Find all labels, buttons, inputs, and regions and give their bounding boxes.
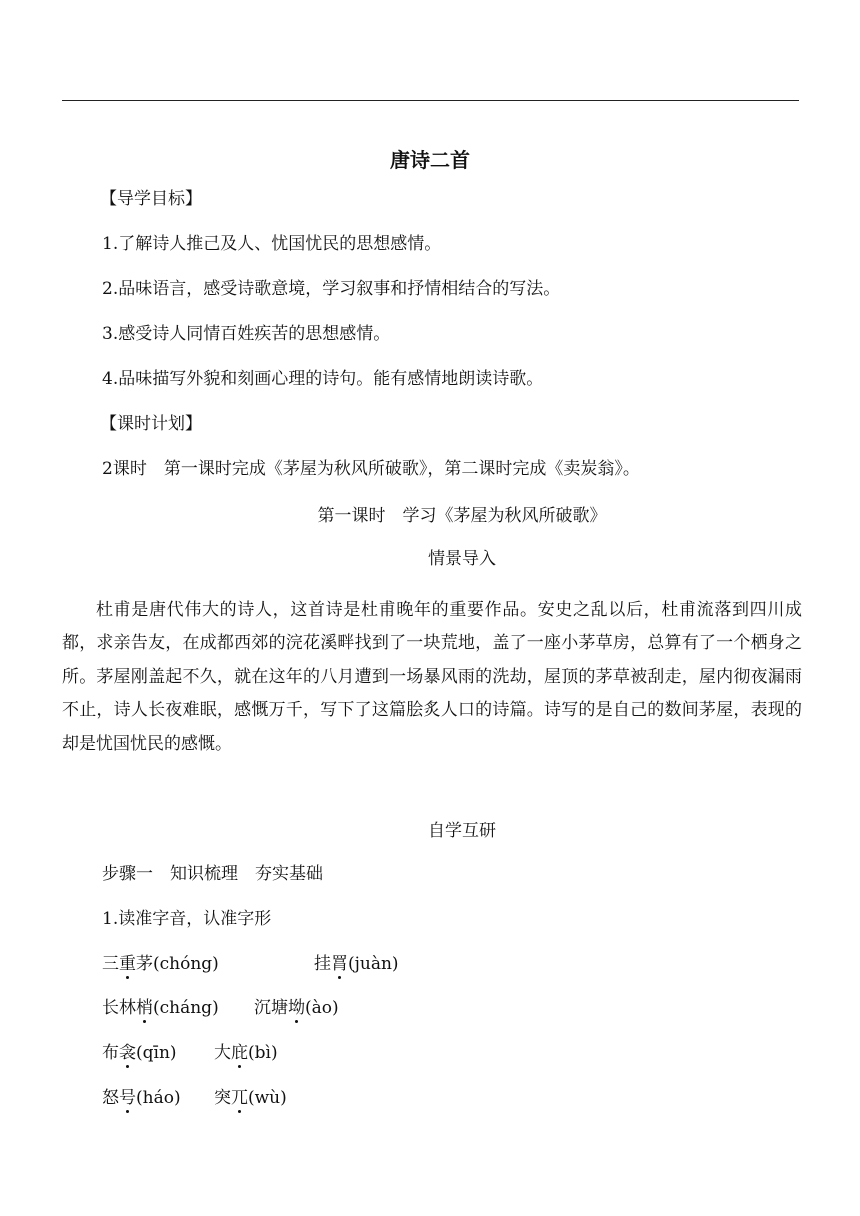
self-study-heading: 自学互研: [428, 821, 496, 841]
lesson-heading: 第一课时 学习《茅屋为秋风所破歌》: [317, 506, 607, 526]
header-rule: [62, 100, 799, 101]
vocab-item: 大庇(bì): [214, 1043, 278, 1063]
vocab-item: 长林梢(cháng): [102, 998, 219, 1018]
emphasis-char: 兀: [231, 1088, 248, 1108]
vocab-item: 沉塘坳(ào): [254, 998, 339, 1018]
section-heading-objectives: 【导学目标】: [100, 189, 202, 209]
task-one-heading: 1.读准字音，认准字形: [102, 909, 272, 929]
step-one-heading: 步骤一 知识梳理 夯实基础: [102, 864, 323, 884]
emphasis-char: 衾: [119, 1043, 136, 1063]
vocab-item: 突兀(wù): [214, 1088, 287, 1108]
intro-paragraph: 杜甫是唐代伟大的诗人，这首诗是杜甫晚年的重要作品。安史之乱以后，杜甫流落到四川成都，求亲告友，在成都西郊的浣花溪畔找到了一块荒地，盖了一座小茅草房，总算有了一个栖身之所。茅屋刚盖起不久，就在这年的八月遭到一场暴风雨的洗劫，屋顶的茅草被刮走，屋内彻夜漏雨不止，诗人长夜难眠，感慨万千，写下了这篇脍炙人口的诗篇。诗写的是自己的数间茅屋，表现的却是忧国忧民的感慨。: [62, 600, 802, 754]
objective-2: 2.品味语言，感受诗歌意境，学习叙事和抒情相结合的写法。: [102, 279, 561, 299]
intro-heading: 情景导入: [428, 549, 496, 569]
emphasis-char: 号: [119, 1088, 136, 1108]
emphasis-char: 重: [119, 954, 136, 974]
vocab-item: 怒号(háo): [102, 1088, 181, 1108]
emphasis-char: 罥: [331, 954, 348, 974]
plan-text: 2课时 第一课时完成《茅屋为秋风所破歌》，第二课时完成《卖炭翁》。: [102, 459, 640, 479]
emphasis-char: 坳: [288, 998, 305, 1018]
emphasis-char: 庇: [231, 1043, 248, 1063]
section-heading-plan: 【课时计划】: [100, 414, 202, 434]
vocab-item: 挂罥(juàn): [314, 954, 399, 974]
objective-1: 1.了解诗人推己及人、忧国忧民的思想感情。: [102, 234, 442, 254]
emphasis-char: 梢: [136, 998, 153, 1018]
objective-4: 4.品味描写外貌和刻画心理的诗句。能有感情地朗读诗歌。: [102, 369, 544, 389]
objective-3: 3.感受诗人同情百姓疾苦的思想感情。: [102, 324, 391, 344]
vocab-item: 布衾(qīn): [102, 1043, 177, 1063]
page-title: 唐诗二首: [390, 148, 470, 172]
vocab-item: 三重茅(chóng): [102, 954, 219, 974]
vocab-row-1: [102, 952, 219, 976]
